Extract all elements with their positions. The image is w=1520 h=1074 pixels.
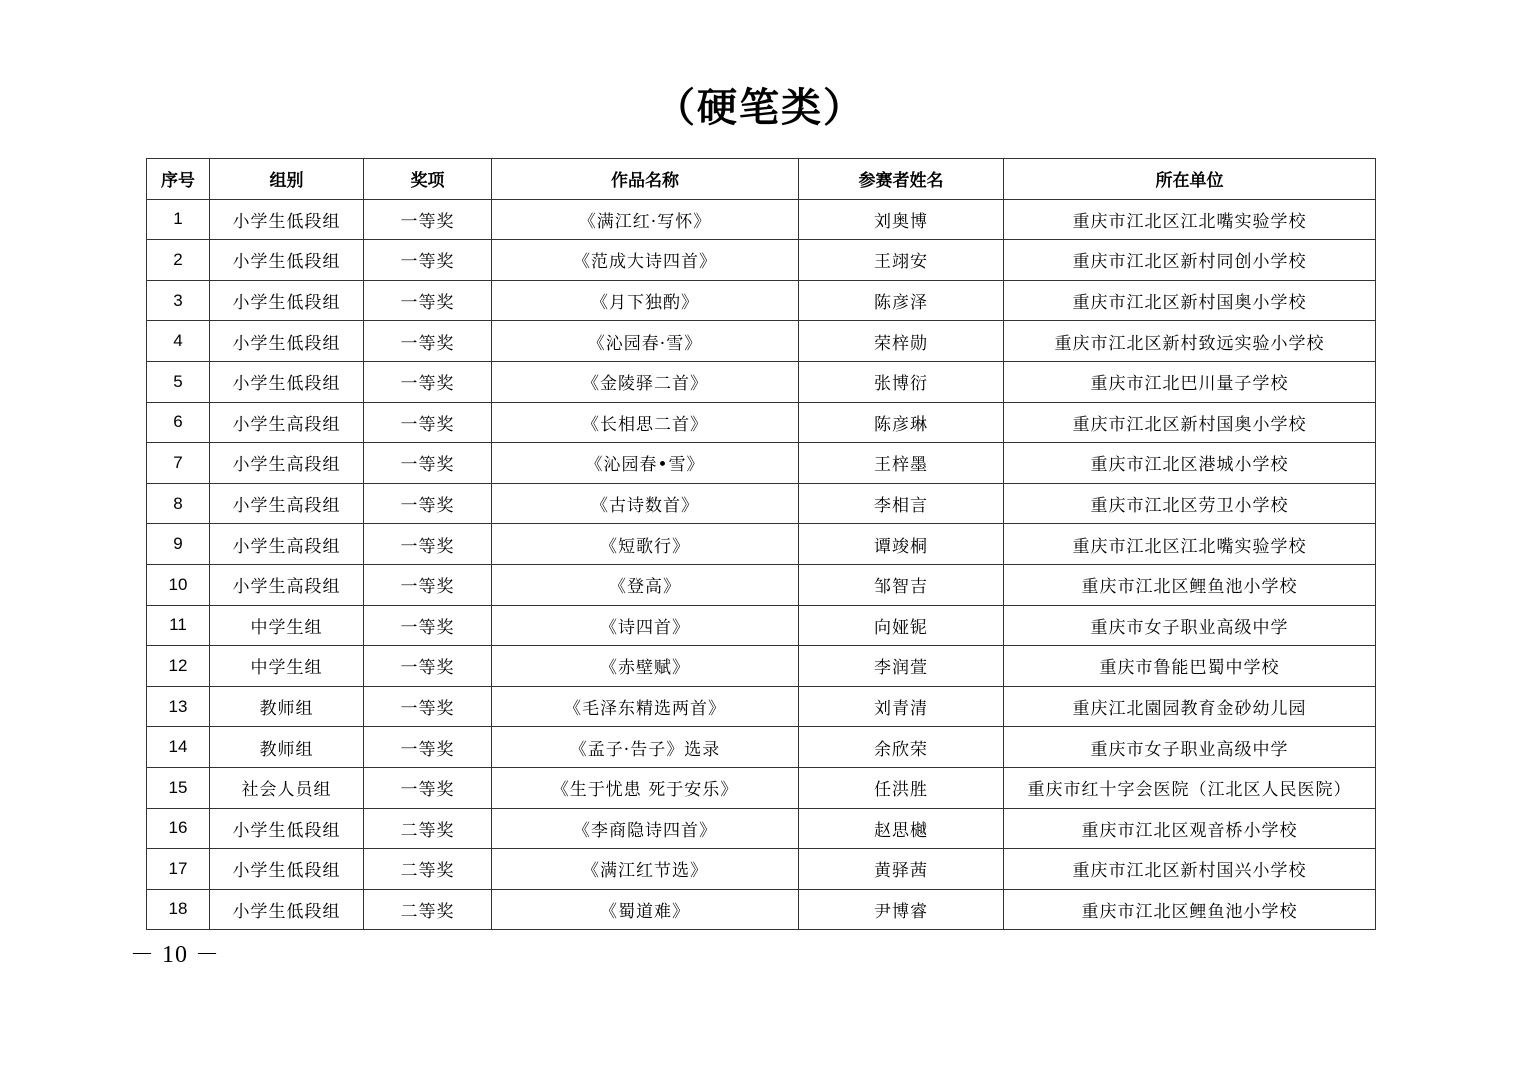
cell-group: 小学生高段组: [210, 564, 364, 605]
cell-organization: 重庆江北園园教育金砂幼儿园: [1004, 686, 1376, 727]
cell-work-title: 《沁园春•雪》: [492, 443, 799, 484]
cell-work-title: 《诗四首》: [492, 605, 799, 646]
table-row: [147, 280, 1376, 321]
cell-award: 一等奖: [364, 240, 492, 281]
table-row: [147, 889, 1376, 930]
header-participant: 参赛者姓名: [799, 159, 1004, 200]
cell-work-title: 《月下独酌》: [492, 280, 799, 321]
cell-participant: 李润萱: [799, 646, 1004, 687]
cell-award: 二等奖: [364, 849, 492, 890]
cell-organization: 重庆市江北区劳卫小学校: [1004, 483, 1376, 524]
cell-participant: 李相言: [799, 483, 1004, 524]
table-row: [147, 524, 1376, 565]
cell-group: 小学生高段组: [210, 524, 364, 565]
cell-group: 中学生组: [210, 646, 364, 687]
cell-award: 一等奖: [364, 686, 492, 727]
cell-number: 6: [147, 402, 210, 443]
cell-award: 一等奖: [364, 524, 492, 565]
cell-award: 一等奖: [364, 361, 492, 402]
cell-award: 一等奖: [364, 727, 492, 768]
cell-group: 小学生高段组: [210, 483, 364, 524]
cell-number: 8: [147, 483, 210, 524]
cell-organization: 重庆市女子职业高级中学: [1004, 605, 1376, 646]
cell-number: 17: [147, 849, 210, 890]
cell-organization: 重庆市江北区鲤鱼池小学校: [1004, 564, 1376, 605]
header-work-title: 作品名称: [492, 159, 799, 200]
cell-participant: 赵思樾: [799, 808, 1004, 849]
cell-organization: 重庆市江北区新村国兴小学校: [1004, 849, 1376, 890]
cell-number: 16: [147, 808, 210, 849]
cell-number: 3: [147, 280, 210, 321]
cell-award: 一等奖: [364, 564, 492, 605]
cell-group: 小学生低段组: [210, 321, 364, 362]
cell-award: 一等奖: [364, 483, 492, 524]
cell-participant: 王梓墨: [799, 443, 1004, 484]
cell-organization: 重庆市江北巴川量子学校: [1004, 361, 1376, 402]
cell-group: 小学生低段组: [210, 199, 364, 240]
cell-award: 一等奖: [364, 443, 492, 484]
cell-group: 小学生低段组: [210, 889, 364, 930]
cell-group: 中学生组: [210, 605, 364, 646]
cell-participant: 尹博睿: [799, 889, 1004, 930]
cell-organization: 重庆市江北区观音桥小学校: [1004, 808, 1376, 849]
cell-number: 7: [147, 443, 210, 484]
awards-table: [146, 158, 1376, 930]
cell-number: 13: [147, 686, 210, 727]
page-number: － 10 －: [130, 942, 220, 968]
cell-work-title: 《登高》: [492, 564, 799, 605]
cell-award: 二等奖: [364, 808, 492, 849]
cell-participant: 刘青清: [799, 686, 1004, 727]
header-group: 组别: [210, 159, 364, 200]
cell-award: 一等奖: [364, 199, 492, 240]
cell-number: 9: [147, 524, 210, 565]
cell-number: 11: [147, 605, 210, 646]
table-row: [147, 849, 1376, 890]
cell-work-title: 《李商隐诗四首》: [492, 808, 799, 849]
cell-participant: 向娅铌: [799, 605, 1004, 646]
cell-work-title: 《范成大诗四首》: [492, 240, 799, 281]
table-row: [147, 727, 1376, 768]
cell-work-title: 《蜀道难》: [492, 889, 799, 930]
table-body: [147, 199, 1376, 930]
cell-participant: 陈彦琳: [799, 402, 1004, 443]
cell-award: 二等奖: [364, 889, 492, 930]
cell-organization: 重庆市江北区港城小学校: [1004, 443, 1376, 484]
table-row: [147, 605, 1376, 646]
table-row: [147, 240, 1376, 281]
cell-award: 一等奖: [364, 402, 492, 443]
cell-work-title: 《满江红节选》: [492, 849, 799, 890]
cell-organization: 重庆市江北区鲤鱼池小学校: [1004, 889, 1376, 930]
cell-organization: 重庆市鲁能巴蜀中学校: [1004, 646, 1376, 687]
table-row: [147, 564, 1376, 605]
cell-award: 一等奖: [364, 321, 492, 362]
cell-work-title: 《短歌行》: [492, 524, 799, 565]
cell-work-title: 《金陵驿二首》: [492, 361, 799, 402]
cell-award: 一等奖: [364, 767, 492, 808]
cell-work-title: 《满江红·写怀》: [492, 199, 799, 240]
cell-organization: 重庆市红十字会医院（江北区人民医院）: [1004, 767, 1376, 808]
cell-organization: 重庆市江北区新村同创小学校: [1004, 240, 1376, 281]
header-number: 序号: [147, 159, 210, 200]
cell-participant: 邹智吉: [799, 564, 1004, 605]
cell-participant: 任洪胜: [799, 767, 1004, 808]
cell-participant: 黄驿茜: [799, 849, 1004, 890]
cell-number: 18: [147, 889, 210, 930]
table-row: [147, 402, 1376, 443]
cell-group: 小学生低段组: [210, 280, 364, 321]
cell-participant: 陈彦泽: [799, 280, 1004, 321]
cell-group: 小学生低段组: [210, 361, 364, 402]
cell-participant: 王翊安: [799, 240, 1004, 281]
cell-award: 一等奖: [364, 605, 492, 646]
header-award: 奖项: [364, 159, 492, 200]
table-row: [147, 483, 1376, 524]
cell-group: 小学生高段组: [210, 443, 364, 484]
table-row: [147, 443, 1376, 484]
cell-number: 14: [147, 727, 210, 768]
cell-number: 4: [147, 321, 210, 362]
cell-group: 教师组: [210, 686, 364, 727]
cell-award: 一等奖: [364, 280, 492, 321]
cell-group: 小学生低段组: [210, 240, 364, 281]
cell-participant: 刘奥博: [799, 199, 1004, 240]
cell-work-title: 《赤壁赋》: [492, 646, 799, 687]
cell-work-title: 《生于忧患 死于安乐》: [492, 767, 799, 808]
cell-organization: 重庆市江北区江北嘴实验学校: [1004, 199, 1376, 240]
table-row: [147, 199, 1376, 240]
cell-number: 12: [147, 646, 210, 687]
table-row: [147, 321, 1376, 362]
table-row: [147, 646, 1376, 687]
cell-group: 小学生高段组: [210, 402, 364, 443]
cell-organization: 重庆市江北区新村国奥小学校: [1004, 280, 1376, 321]
cell-participant: 余欣荣: [799, 727, 1004, 768]
cell-number: 15: [147, 767, 210, 808]
cell-organization: 重庆市江北区新村国奥小学校: [1004, 402, 1376, 443]
cell-number: 5: [147, 361, 210, 402]
header-organization: 所在单位: [1004, 159, 1376, 200]
cell-work-title: 《长相思二首》: [492, 402, 799, 443]
page-title: （硬笔类）: [655, 84, 865, 131]
table-row: [147, 808, 1376, 849]
cell-organization: 重庆市女子职业高级中学: [1004, 727, 1376, 768]
cell-organization: 重庆市江北区江北嘴实验学校: [1004, 524, 1376, 565]
table-header-row: [147, 159, 1376, 200]
table-row: [147, 767, 1376, 808]
cell-group: 教师组: [210, 727, 364, 768]
cell-number: 2: [147, 240, 210, 281]
table-row: [147, 686, 1376, 727]
cell-number: 10: [147, 564, 210, 605]
cell-group: 小学生低段组: [210, 849, 364, 890]
cell-participant: 荣梓勋: [799, 321, 1004, 362]
cell-work-title: 《毛泽东精选两首》: [492, 686, 799, 727]
table-row: [147, 361, 1376, 402]
cell-award: 一等奖: [364, 646, 492, 687]
cell-number: 1: [147, 199, 210, 240]
cell-work-title: 《沁园春·雪》: [492, 321, 799, 362]
cell-participant: 张博衍: [799, 361, 1004, 402]
cell-participant: 谭竣桐: [799, 524, 1004, 565]
cell-work-title: 《古诗数首》: [492, 483, 799, 524]
cell-work-title: 《孟子·告子》选录: [492, 727, 799, 768]
cell-organization: 重庆市江北区新村致远实验小学校: [1004, 321, 1376, 362]
cell-group: 社会人员组: [210, 767, 364, 808]
cell-group: 小学生低段组: [210, 808, 364, 849]
